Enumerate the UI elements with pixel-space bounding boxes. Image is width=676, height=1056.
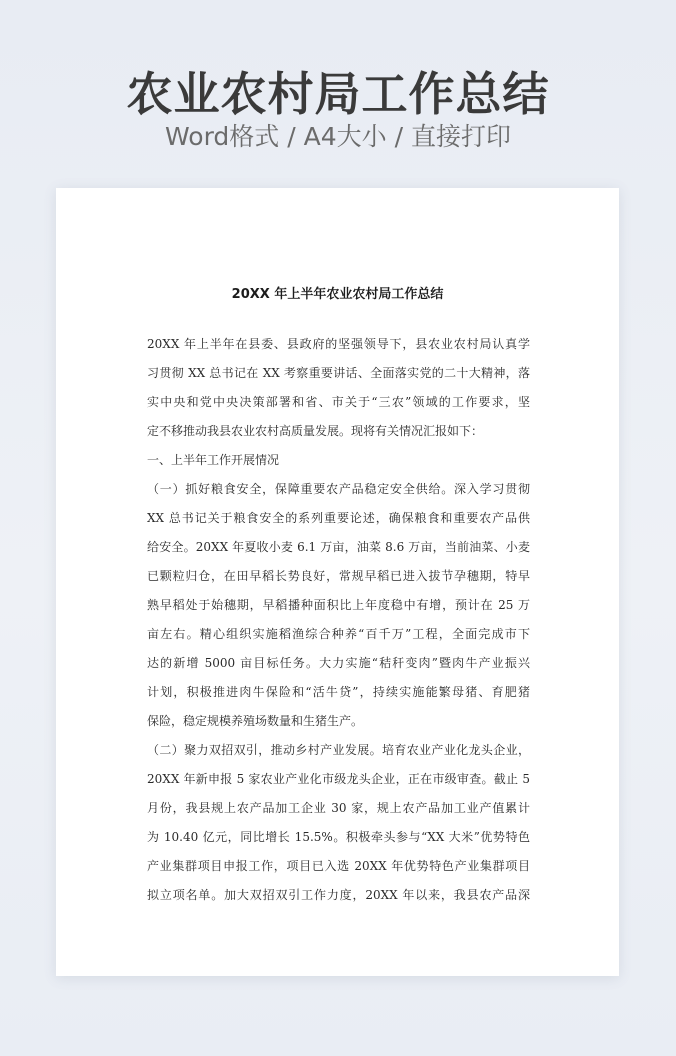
paragraph-line: 实中央和党中央决策部署和省、市关于“三农”领域的工作要求，坚: [147, 395, 530, 409]
paragraph-line: 20XX 年新申报 5 家农业产业化市级龙头企业，正在市级审查。截止 5: [147, 772, 530, 786]
paragraph-line: 已颗粒归仓，在田早稻长势良好，常规早稻已进入拔节孕穗期，特早: [147, 569, 530, 583]
banner-subtitle: Word格式 / A4大小 / 直接打印: [165, 122, 511, 151]
paragraph-line: 保险，稳定规模养殖场数量和生猪生产。: [147, 714, 364, 728]
document-title: 20XX 年上半年农业农村局工作总结: [231, 287, 444, 302]
paragraph-line: 习贯彻 XX 总书记在 XX 考察重要讲话、全面落实党的二十大精神，落: [147, 366, 530, 380]
paragraph-line: （二）聚力双招双引，推动乡村产业发展。培育农业产业化龙头企业，: [147, 743, 530, 757]
paragraph-line: 定不移推动我县农业农村高质量发展。现将有关情况汇报如下：: [147, 424, 484, 438]
document-page: [56, 188, 619, 976]
paragraph-line: XX 总书记关于粮食安全的系列重要论述，确保粮食和重要农产品供: [147, 511, 530, 525]
banner-title: 农业农村局工作总结: [126, 67, 550, 121]
paragraph-line: 亩左右。精心组织实施稻渔综合种养“百千万”工程，全面完成市下: [147, 627, 530, 641]
paragraph-line: 给安全。20XX 年夏收小麦 6.1 万亩，油菜 8.6 万亩，当前油菜、小麦: [147, 540, 530, 554]
paragraph-line: 熟早稻处于始穗期，早稻播种面积比上年度稳中有增，预计在 25 万: [147, 598, 530, 612]
paragraph-line: 月份，我县规上农产品加工企业 30 家，规上农产品加工业产值累计: [147, 801, 530, 815]
paragraph-line: 计划，积极推进肉牛保险和“活牛贷”，持续实施能繁母猪、育肥猪: [147, 685, 530, 699]
paragraph-line: 产业集群项目申报工作，项目已入选 20XX 年优势特色产业集群项目: [147, 859, 530, 873]
paragraph-line: 为 10.40 亿元，同比增长 15.5%。积极牵头参与“XX 大米”优势特色: [147, 830, 530, 844]
paragraph-line: 拟立项名单。加大双招双引工作力度，20XX 年以来，我县农产品深: [147, 888, 530, 902]
paragraph-line: 20XX 年上半年在县委、县政府的坚强领导下，县农业农村局认真学: [147, 337, 530, 351]
section-heading: 一、上半年工作开展情况: [147, 453, 280, 467]
paragraph-line: （一）抓好粮食安全，保障重要农产品稳定安全供给。深入学习贯彻: [147, 482, 530, 496]
paragraph-line: 达的新增 5000 亩目标任务。大力实施“秸秆变肉”暨肉牛产业振兴: [147, 656, 530, 670]
document-body: [147, 330, 530, 910]
